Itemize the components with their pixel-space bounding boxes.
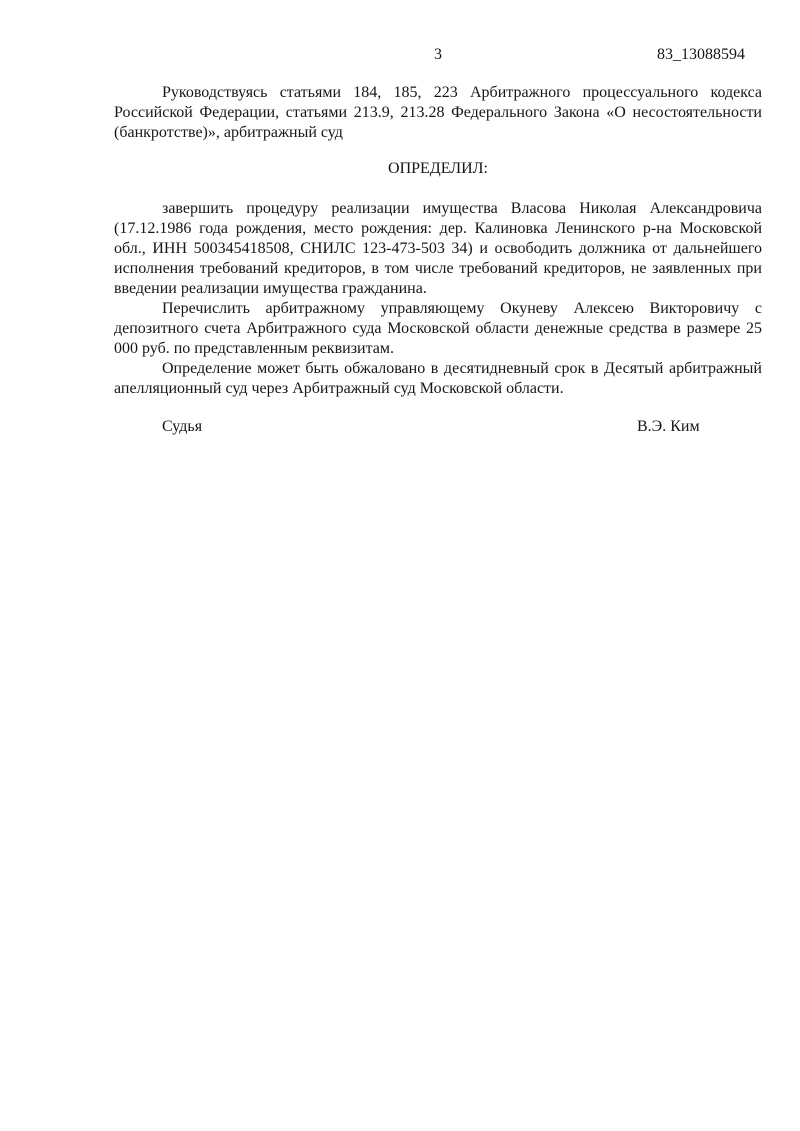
ruling-paragraph: Определение может быть обжаловано в десятидневный срок в Десятый арбитражный апелляционный суд через Арбитражный суд Московской области.: [114, 360, 762, 397]
case-number: 83_13088594: [657, 46, 745, 63]
ruling-heading: ОПРЕДЕЛИЛ:: [388, 160, 488, 177]
page-number: 3: [434, 46, 442, 63]
preamble-paragraph: Руководствуясь статьями 184, 185, 223 Арбитражного процессуального кодекса Российской Федерации, статьями 213.9, 213.28 Федерального Закона «О несостоятельности (банкротстве)», арбитражный суд: [114, 84, 762, 141]
judge-name: В.Э. Ким: [637, 418, 700, 435]
ruling-body: [114, 199, 762, 399]
ruling-paragraph: Перечислить арбитражному управляющему Окуневу Алексею Викторовичу с депозитного счета Арбитражного суда Московской области денежные средства в размере 25 000 руб. по представленным реквизитам.: [114, 300, 762, 357]
preamble-block: [114, 83, 762, 143]
page-header: [114, 45, 762, 65]
ruling-paragraph: завершить процедуру реализации имущества Власова Николая Александровича (17.12.1986 года рождения, место рождения: дер. Калиновка Ленинского р-на Московской обл., ИНН 500345418508, СНИЛС 123-473-503 34) и освободить должника от дальнейшего исполнения требований кредиторов, в том числе требований кредиторов, не заявленных при введении реализации имущества гражданина.: [114, 200, 762, 297]
signature-row: [114, 417, 762, 437]
text-block: [114, 0, 762, 1131]
judge-label: Судья: [162, 418, 203, 435]
